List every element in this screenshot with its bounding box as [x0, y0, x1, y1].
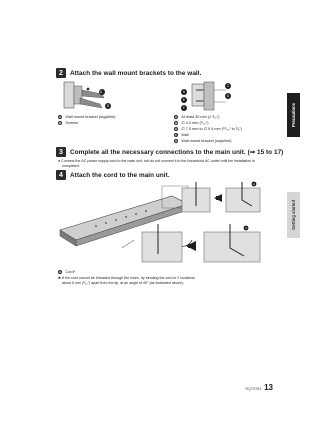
- legend-item: [174, 138, 242, 144]
- svg-text:A: A: [253, 182, 255, 186]
- side-tab-label: Precautions: [291, 103, 296, 127]
- step-title: Attach the cord to the main unit.: [70, 171, 170, 179]
- wall-bracket-dimensions-illustration: [170, 80, 236, 118]
- legend-text: ∅ 7.0 mm to ∅ 9.4 mm (¹³⁄₃₂″ to ³⁄₈″): [181, 127, 242, 131]
- step-3-note: [58, 159, 255, 168]
- step-title: Attach the wall mount brackets to the wall.: [70, 69, 202, 77]
- side-tab-label: Getting started: [291, 200, 296, 230]
- svg-text:A: A: [245, 226, 247, 230]
- side-tab-getting-started: [287, 192, 300, 238]
- svg-text:G: G: [226, 94, 230, 99]
- legend-badge: E: [175, 127, 178, 131]
- legend-text: Cord*: [65, 270, 76, 274]
- legend-item: [58, 120, 115, 126]
- svg-text:C: C: [226, 84, 230, 89]
- step-2-heading: [56, 68, 201, 78]
- note-line: ✱ If the cord cannot be threaded through the holes, try bending the cord in 2 locations,: [58, 276, 196, 280]
- legend-text: Wall mount bracket (supplied): [65, 115, 116, 119]
- step-4-heading: [56, 170, 170, 180]
- legend-badge: G: [175, 139, 178, 143]
- step-2-legend-left: [58, 114, 115, 126]
- cord-detail-bottom-illustration: [140, 222, 264, 268]
- step-4-note: [58, 276, 195, 285]
- note-line: completed.: [62, 163, 80, 168]
- side-tab-precautions: [287, 93, 300, 137]
- document-code: RQT9763: [245, 387, 262, 391]
- legend-text: ∅ 4.0 mm (⁵⁄₃₂″): [181, 121, 209, 125]
- step-number: 2: [56, 68, 66, 78]
- svg-text:E: E: [182, 98, 186, 103]
- legend-text: At least 30 mm (1 ³⁄₁₆″): [181, 115, 220, 119]
- step-title: Complete all the necessary connections to the main unit. (⇒ 15 to 17): [70, 149, 284, 156]
- legend-item: [58, 269, 75, 275]
- wall-bracket-screws-illustration: [58, 80, 118, 114]
- svg-text:B: B: [106, 104, 110, 109]
- cord-detail-top-illustration: [180, 180, 264, 218]
- legend-badge: A: [59, 115, 62, 119]
- page-footer: [246, 383, 274, 392]
- legend-badge: A: [59, 270, 62, 274]
- legend-text: Screws: [65, 121, 78, 125]
- legend-badge: D: [175, 121, 178, 125]
- page-number: 13: [264, 383, 273, 392]
- svg-text:A: A: [99, 90, 103, 95]
- legend-text: Wall: [181, 133, 189, 137]
- legend-badge: B: [59, 121, 62, 125]
- step-3-heading: [56, 147, 283, 157]
- step-number: 4: [56, 170, 66, 180]
- note-line: ● Connect the AC power supply cord to the main unit, but do not connect it to the household AC outlet until the installation is: [58, 159, 255, 163]
- step-4-legend: [58, 269, 75, 275]
- note-line: about 5 mm (³⁄₁₆″) apart from the tip, at an angle of 45° (as illustrated above).: [62, 280, 184, 285]
- legend-badge: C: [175, 115, 178, 119]
- legend-text: Wall mount bracket (supplied): [181, 139, 232, 143]
- legend-badge: F: [175, 133, 178, 137]
- step-number: 3: [56, 147, 66, 157]
- svg-text:F: F: [183, 106, 185, 111]
- svg-text:D: D: [182, 90, 186, 95]
- step-2-legend-right: [174, 114, 242, 144]
